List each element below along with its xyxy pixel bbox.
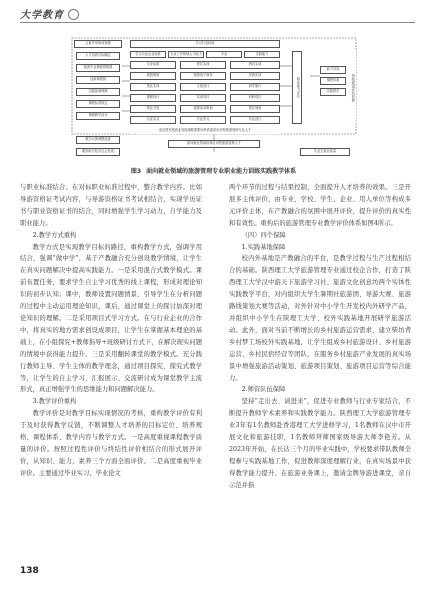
figure-label: 图3 <box>130 168 142 175</box>
left-item-2: 旅游专业课程群构建 <box>76 64 120 72</box>
top-bar-box: 学习行业标准 <box>130 40 280 48</box>
mid-r2-a: 旅游规划 <box>130 72 176 80</box>
figure-caption <box>0 166 427 175</box>
paragraph: 坚持“走出去、请进来”，促进专业教师与行业专家结合，不断提升教师学术素养和实践教学能力。陕西理工大学旅游管理专业3年有1名教师赴香港理工大学进修学习，1名教师在汉中市开展文化和旅游挂职，1名教师拜师国家级导游大师李艳芳。从2023年开始，在长达三个月的毕业实践中，学校要求带队教师全程参与实践基地工作，促进教师深度理解行业，在真实场景中获得教学能力提升。在旅游业务课上，邀请金牌导游进课堂，亲自示范并指 <box>229 398 411 489</box>
mid-r2-b: 旅游电子商务 <box>180 72 226 80</box>
section-heading: 2.师资队伍保障 <box>241 386 286 394</box>
bottom-band: 适应国家旅游业发展战略需要培养高素质应用型旅游管理专业人才 <box>130 128 280 134</box>
section-heading: 1.实践基地保障 <box>241 243 286 251</box>
mid-r5-b: 旅游活动策划 <box>180 105 226 113</box>
left-item-4: 实践基础保障 <box>76 88 120 96</box>
paragraph: 教学评价是对教学目标实现情况的考核，重构教学评价有利于及时获得教学反馈，不断调整人才培养的目标定位、培养规格、课程体系、教学内容与教学方式。一是高度重视课程教学质量的评价。按照过程性评价与终结性评价相结合的形式展开评价，从知识、能力、素养三个方面全面评价。二是高度重视毕业评价。主要通过毕业实习、毕业论文 <box>20 410 202 477</box>
journal-logo-icon <box>68 9 79 20</box>
page-header <box>20 6 415 23</box>
mid-r1-a: 专业标准 <box>130 61 176 69</box>
mid-r3-b: 文创设计 <box>180 83 226 91</box>
mid-r4-b: 实训项目 <box>180 94 226 102</box>
bottom-box-2: 服务地方经济社会发展 <box>76 148 120 156</box>
bottom-box-1: 教学反馈调整改进 <box>76 136 120 144</box>
mid-r6-c: 毕业设计 <box>230 116 280 124</box>
paragraph: 与职业标准结合。在对标职业标准过程中，整合教学内容。比如导游资格证考试内容，与导游资格证书考试相结合，实现学历证书与职业资格证书的结合，同时增强学生学习动力、自学能力及职业能力。 <box>20 184 202 227</box>
paragraph: 教学方式是实现教学目标的路径，重构教学方式，强调学用结合，强调“做中学”，基于产教融合充分创设教学情境，让学生在真实问题解决中提高实践能力。一是采用混合式教学模式。课前布置任务，要求学生自主学习优秀的线上课程，形成对理论知识的初步认知；课中，教师设置问题情景，引导学生在分析问题的过程中主动运用理论知识，课后，通过课堂上的探讨加深对理论知识的理解。二是采用项目式学习方式。在与行业企业的合作中，将真实的地方需求创设成项目，让学生在掌握基本理论的基础上，在小组探究+教师指导+班级研讨方式下，在解决现实问题的情境中获得能力提升。三是采用翻转课堂的教学模式。充分践行教师主导、学生主体的教学理念，通过项目探究、探究式教学等，让学生的自主学习、汇报展示、交流研讨成为课堂教学主流形式，真正增强学生的思维能力和问题解决能力。 <box>20 243 202 394</box>
left-item-5: 课程标准规定 <box>76 100 120 108</box>
right-box-3: 实践教学 <box>320 88 346 96</box>
mid-r6-b: 专业见习 <box>180 116 226 124</box>
mid-r3-c: 研学旅行 <box>230 83 280 91</box>
section-heading: （四）四个保障 <box>241 231 286 239</box>
right-side-label: 持续改进评价机制 <box>348 51 356 124</box>
right-box-2: 课程体系 <box>320 77 346 85</box>
section-heading: 3.教学评价重构 <box>32 398 77 406</box>
mid-r5-a: 景区开发 <box>130 105 176 113</box>
mid-head-3: 专业 <box>206 51 242 58</box>
mid-head-1: 学习行业企业标准 <box>130 51 166 58</box>
mid-r2-c: 导游实训 <box>230 72 280 80</box>
left-title-box: 五育并举如何构建 <box>74 40 122 48</box>
left-item-3: 创新课程群 <box>76 76 120 84</box>
journal-title: 大学教育 <box>20 10 64 21</box>
mid-head-2: 专业工作领域人才能力 <box>168 51 204 58</box>
paragraph: 校内外基地是产教融合的平台，是教学过程与生产过程相结合的基础。陕西理工大学旅游管理专业通过校企合作，打造了陕西理工大学汉中游天下旅游学习社、旅游文化创意坊两个实体性实践教学平台，对内组织大学生暑期社旅游团、导游大赛、旅游路线策划大赛等活动，对外针对中小学生开发校内外研学产品，并组织中小学生在陕理工大学、校外实践基地开展研学旅游活动。此外，面对当前不断增长的乡村旅游运营需求，建立柴坊背乡村梦工场校外实践基地，让学生组成乡村旅游设计、乡村旅游运营、乡村民宿经营等团队，在服务乡村旅游产业发展的真实场景中增强旅游活动策划、旅游项目策划、旅游项目运营等综合能力。 <box>229 255 411 382</box>
paragraph: 两个环节的过程与结果控制，全面提升人才培养的效果。三是开展多主体评价，由专业、学校、学生、企业、用人单位等构成多元评价主体，在产教融合的氛围中展开评价，提升评价的真实性和有效性。重构后的旅游管理专业教学评价体系如图4所示。 <box>229 184 411 227</box>
figure-diagram <box>70 36 358 162</box>
bottom-box-3: 毕业生就业质量 <box>300 148 350 156</box>
left-item-1: 人才培养目标确定 <box>76 52 120 60</box>
mid-r5-c: 景区规划 <box>230 105 280 113</box>
figure-caption-text: 面向就业领域的旅游管理专业职业能力训练实践教学体系 <box>146 168 297 175</box>
mid-r6-a: 专业实习 <box>130 116 176 124</box>
bottom-note: 面向就业领域培养应用型旅游管理人才 <box>168 140 260 148</box>
right-text-column <box>229 182 411 492</box>
right-column-box: 职业能力评价 <box>292 51 302 124</box>
left-text-column <box>20 182 202 480</box>
mid-r1-b: 景区实训 <box>180 61 226 69</box>
section-heading: 2.教学方式重构 <box>32 231 77 239</box>
mid-r3-a: 景区实训 <box>130 83 176 91</box>
right-box-1: 能力导向 <box>320 66 346 74</box>
mid-r4-c: 科研项目 <box>230 94 280 102</box>
mid-r4-a: 课程设计 <box>130 94 176 102</box>
mid-r1-c: 酒店实训 <box>230 61 280 69</box>
left-item-6: 课程教学设计 <box>76 112 120 120</box>
page-number: 138 <box>20 566 39 576</box>
mid-head-4: 实践能力 <box>244 51 280 58</box>
